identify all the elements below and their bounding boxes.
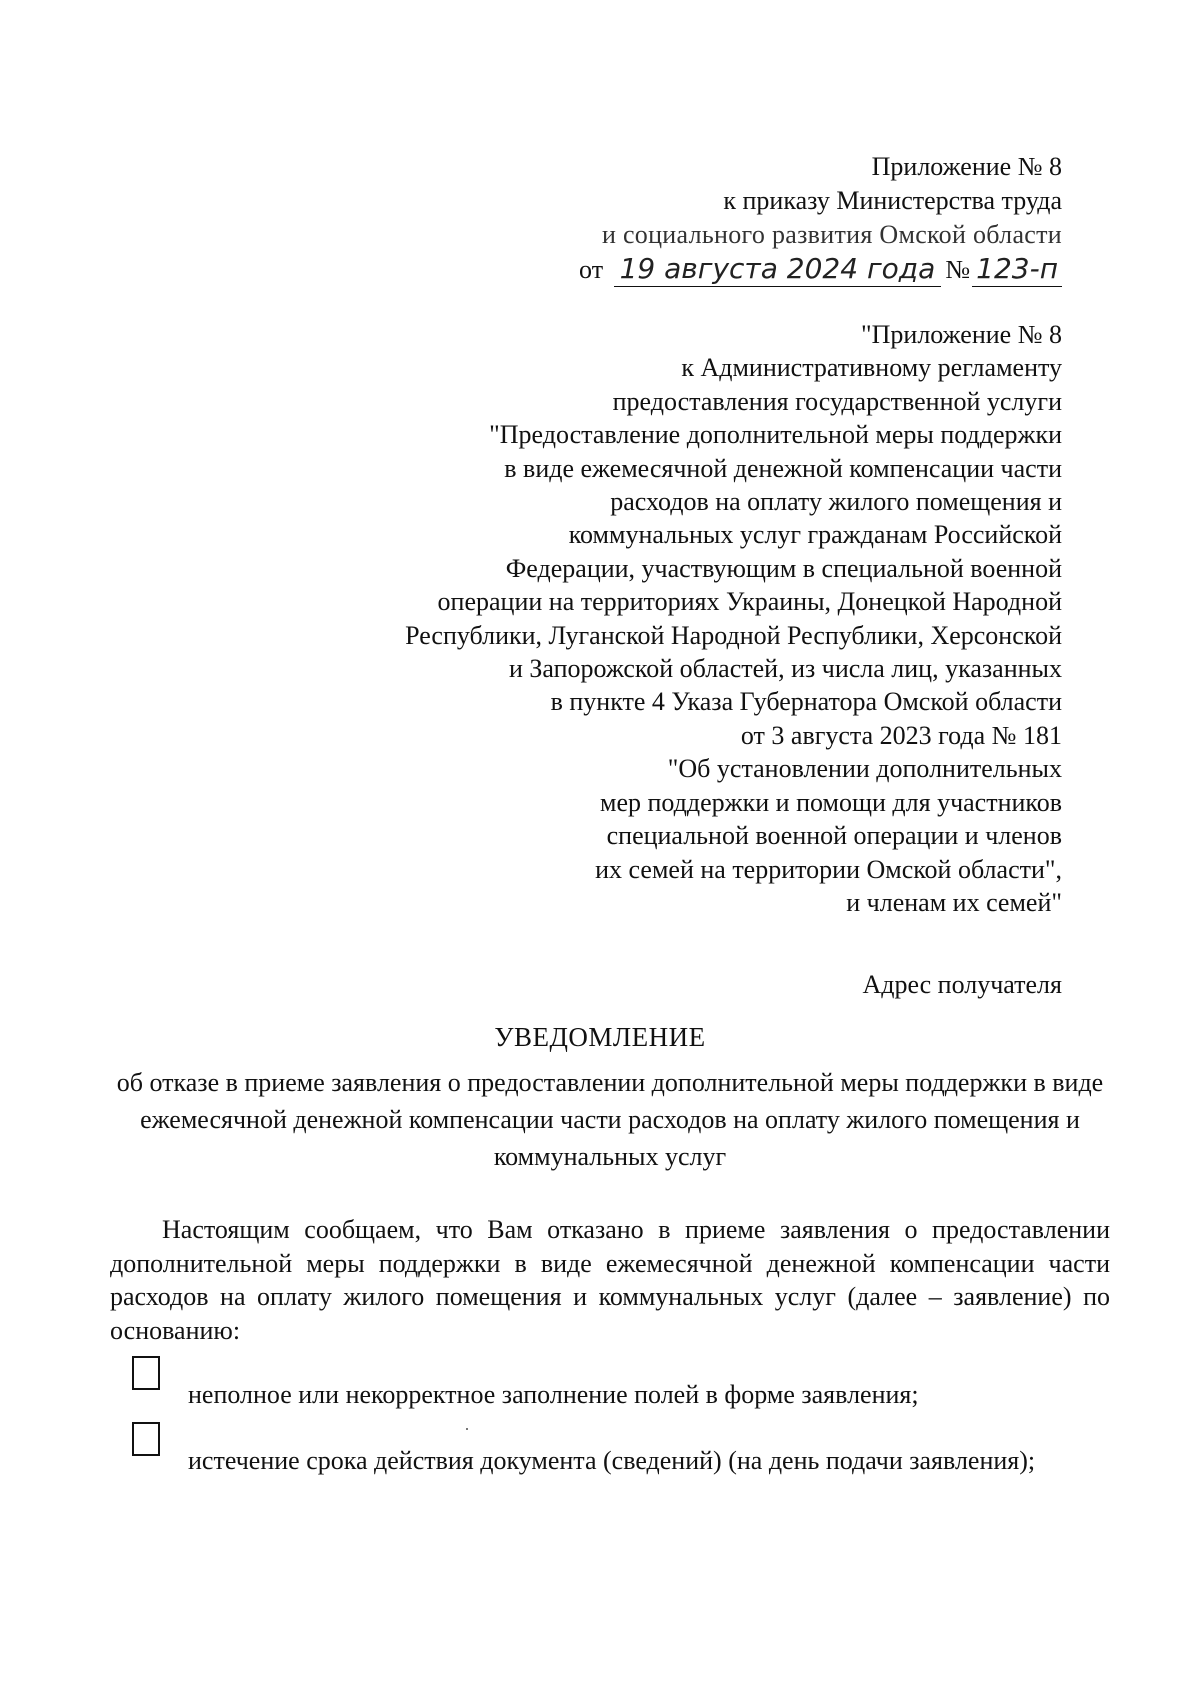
notice-title: УВЕДОМЛЕНИЕ (494, 1022, 706, 1052)
appendix-line: операции на территориях Украины, Донецкой Народной (437, 587, 1062, 617)
appendix-line: и Запорожской областей, из числа лиц, указанных (508, 654, 1062, 684)
appendix-line: их семей на территории Омской области", (595, 854, 1062, 884)
appendix-line: мер поддержки и помощи для участников (600, 787, 1062, 817)
order-date-line (442, 252, 1062, 287)
notice-body (110, 1213, 1110, 1347)
appendix-line: "Приложение № 8 (861, 320, 1062, 349)
reason-checkbox[interactable] (132, 1356, 160, 1390)
appendix-line: в пункте 4 Указа Губернатора Омской области (550, 687, 1062, 717)
order-reference: к приказу Министерства труда (723, 186, 1062, 215)
reason-label: истечение срока действия документа (сведений) (на день подачи заявления); (188, 1446, 1036, 1475)
appendix-line: от 3 августа 2023 года № 181 (740, 720, 1062, 750)
recipient-address-label: Адрес получателя (862, 970, 1062, 999)
appendix-line: коммунальных услуг гражданам Российской (568, 520, 1062, 550)
reason-label: неполное или некорректное заполнение полей в форме заявления; (188, 1380, 919, 1409)
order-header (442, 150, 1062, 287)
appendix-line: в виде ежемесячной денежной компенсации части (504, 453, 1062, 483)
appendix-line: и членам их семей" (846, 887, 1062, 917)
appendix-line: "Об установлении дополнительных (667, 754, 1062, 784)
appendix-number: Приложение № 8 (871, 152, 1062, 181)
appendix-line: специальной военной операции и членов (606, 821, 1062, 851)
ministry-name: и социального развития Омской области (601, 220, 1062, 249)
notice-body-paragraph: Настоящим сообщаем, что Вам отказано в приеме заявления о предоставлении дополнительной меры поддержки в виде ежемесячной денежной компенсации части расходов на оплату жилого помещения и коммунальных услуг (далее – заявление) по основанию: (110, 1215, 1110, 1345)
appendix-line: "Предоставление дополнительной меры поддержки (489, 420, 1062, 450)
appendix-line: предоставления государственной услуги (612, 386, 1062, 416)
scan-speck (466, 1428, 468, 1430)
handwritten-number: 123-п (972, 252, 1062, 287)
number-prefix: № (945, 255, 971, 284)
appendix-reference (302, 318, 1062, 919)
handwritten-date: 19 августа 2024 года (614, 252, 942, 287)
appendix-line: к Административному регламенту (681, 353, 1062, 383)
appendix-line: расходов на оплату жилого помещения и (610, 487, 1062, 517)
notice-subtitle: об отказе в приеме заявления о предоставлении дополнительной меры поддержки в виде ежемесячной денежной компенсации части расходов на оплату жилого помещения и коммунальных услуг (116, 1068, 1104, 1171)
reason-checkbox[interactable] (132, 1422, 160, 1456)
date-prefix: от (579, 255, 604, 284)
appendix-line: Республики, Луганской Народной Республики, Херсонской (405, 620, 1062, 650)
appendix-line: Федерации, участвующим в специальной военной (505, 553, 1062, 583)
